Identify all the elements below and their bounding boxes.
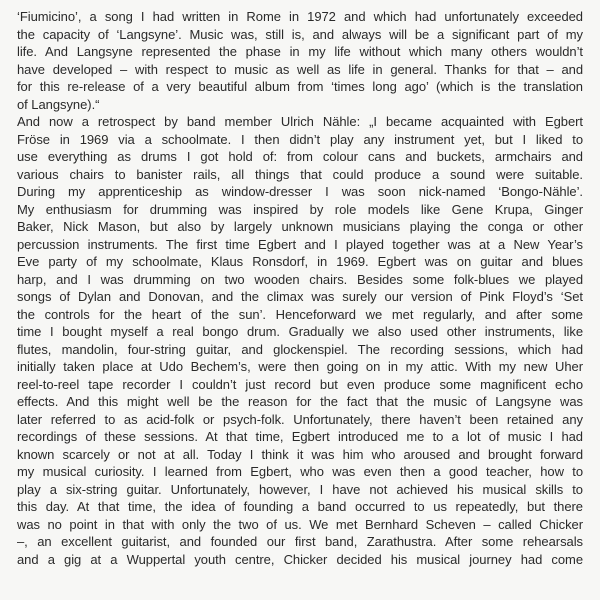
text-line: of Langsyne).“	[17, 96, 100, 112]
text-line: later referred to as acid-folk or psych-folk. Unfortunately, there haven’t been retained any	[17, 411, 583, 427]
text-line: for this re-release of a very beautiful album from ‘times long ago’ (which is the translation	[17, 79, 583, 94]
text-line: this day. At that time, the idea of founding a band occurred to us repeatedly, but there	[17, 499, 583, 514]
text-line: time I bought myself a real bongo drum. Gradually we also used other instruments, like	[17, 324, 583, 339]
text-line: the capacity of ‘Langsyne’. Music was, still is, and always will be a significant part of my	[17, 26, 583, 42]
text-line: use everything as drums I got hold of: from colour cans and buckets, armchairs and	[17, 149, 583, 164]
text-line: my musical curiosity. I learned from Egbert, who was even then a good teacher, how to	[17, 464, 583, 479]
text-line: Eve party of my schoolmate, Klaus Ronsdorf, in 1969. Egbert was on guitar and blues	[17, 254, 583, 269]
text-line: –, an excellent guitarist, and founded our first band, Zarathustra. After some rehearsals	[17, 534, 583, 549]
text-line: Fröse in 1969 via a schoolmate. I then didn’t play any instrument yet, but I liked to	[17, 131, 583, 147]
text-line: the controls for the heart of the sun’. Henceforward we met regularly, and after some	[17, 306, 583, 322]
text-line: recordings of these sessions. At that time, Egbert introduced me to a lot of music I had	[17, 429, 583, 444]
text-line: harp, and I was drumming on two wooden chairs. Besides some folk-blues we played	[17, 271, 583, 287]
text-line: life. And Langsyne represented the phase in my life without which many others wouldn’t	[17, 44, 583, 59]
text-line: was no point in that with only the two of us. We met Bernhard Scheven – called Chicker	[17, 516, 583, 532]
text-line: have developed – with respect to music as well as life in general. Thanks for that – and	[17, 61, 583, 77]
text-line: ‘Fiumicino’, a song I had written in Rome in 1972 and which had unfortunately exceeded	[17, 9, 583, 24]
body-text	[17, 8, 583, 600]
text-line: effects. And this might well be the reason for the fact that the music of Langsyne was	[17, 394, 583, 409]
text-line: play a six-string guitar. Unfortunately, however, I have not achieved his musical skills to	[17, 481, 583, 497]
text-line	[17, 568, 583, 586]
text-line: reel-to-reel tape recorder I couldn’t just record but even produce some magnificent echo	[17, 376, 583, 392]
text-line: Baker, Nick Mason, but also by largely unknown musicians playing the conga or other	[17, 219, 583, 234]
text-line: songs of Dylan and Donovan, and the climax was surely our version of Pink Floyd’s ‘Set	[17, 289, 583, 304]
text-line: various chairs to banister rails, all things that could produce a sound were suitable.	[17, 166, 583, 182]
text-line: My enthusiasm for drumming was inspired by role models like Gene Krupa, Ginger	[17, 201, 583, 217]
text-line: And now a retrospect by band member Ulrich Nähle: „I became acquainted with Egbert	[17, 114, 583, 129]
text-line: During my apprenticeship as window-dresser I was soon nick-named ‘Bongo-Nähle’.	[17, 184, 583, 199]
text-line: and a gig at a Wuppertal youth centre, Chicker decided his musical journey had come	[17, 551, 583, 567]
text-line: initially taken place at Udo Bechem’s, were then going on in my attic. With my new Uher	[17, 359, 583, 374]
text-line: known scarcely or not at all. Today I think it was him who aroused and brought forward	[17, 446, 583, 462]
text-line	[17, 586, 583, 600]
text-line: percussion instruments. The first time Egbert and I played together was at a New Year’s	[17, 236, 583, 252]
text-line: flutes, mandolin, four-string guitar, and glockenspiel. The recording sessions, which had	[17, 341, 583, 357]
